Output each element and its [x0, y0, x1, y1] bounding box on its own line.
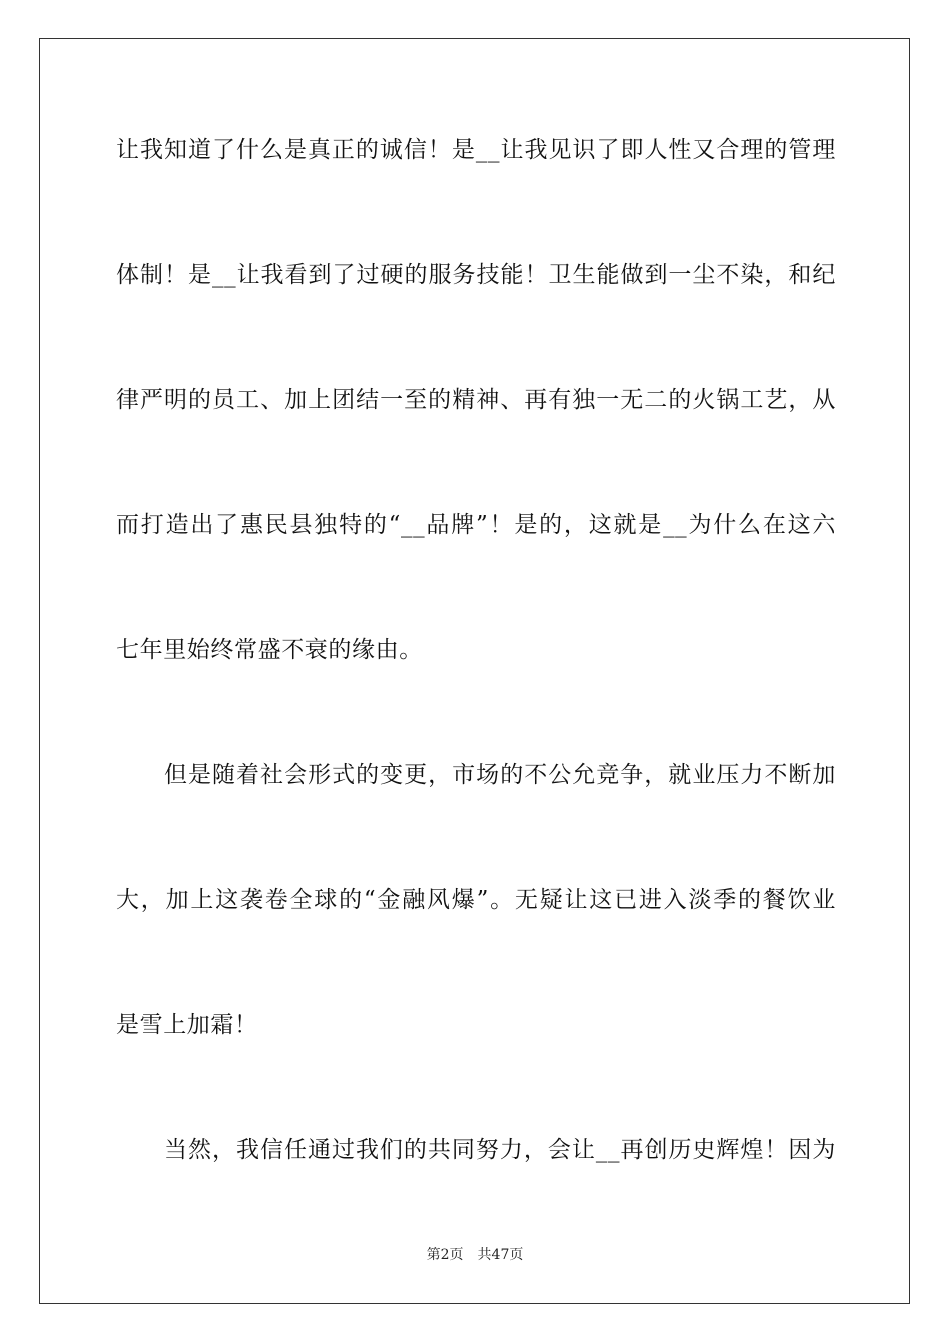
paragraph-line: 体制！是__让我看到了过硬的服务技能！卫生能做到一尘不染，和纪 — [116, 262, 836, 288]
page-footer — [0, 1246, 950, 1264]
paragraph-line: 是雪上加霜！ — [116, 1012, 258, 1038]
paragraph-line: 但是随着社会形式的变更，市场的不公允竞争，就业压力不断加 — [164, 762, 836, 788]
paragraph-line: 让我知道了什么是真正的诚信！是__让我见识了即人性又合理的管理 — [116, 137, 836, 163]
page-number: 第2页 — [426, 1247, 464, 1263]
paragraph-line: 律严明的员工、加上团结一至的精神、再有独一无二的火锅工艺，从 — [116, 387, 836, 413]
page-total: 共47页 — [477, 1247, 524, 1263]
page-border — [39, 38, 910, 1304]
paragraph-line: 当然，我信任通过我们的共同努力，会让__再创历史辉煌！因为 — [164, 1137, 836, 1163]
paragraph-line: 七年里始终常盛不衰的缘由。 — [116, 637, 423, 663]
paragraph-line: 大，加上这袭卷全球的“金融风爆”。无疑让这已进入淡季的餐饮业 — [116, 887, 836, 913]
paragraph-line: 而打造出了惠民县独特的“__品牌”！是的，这就是__为什么在这六 — [116, 512, 836, 538]
